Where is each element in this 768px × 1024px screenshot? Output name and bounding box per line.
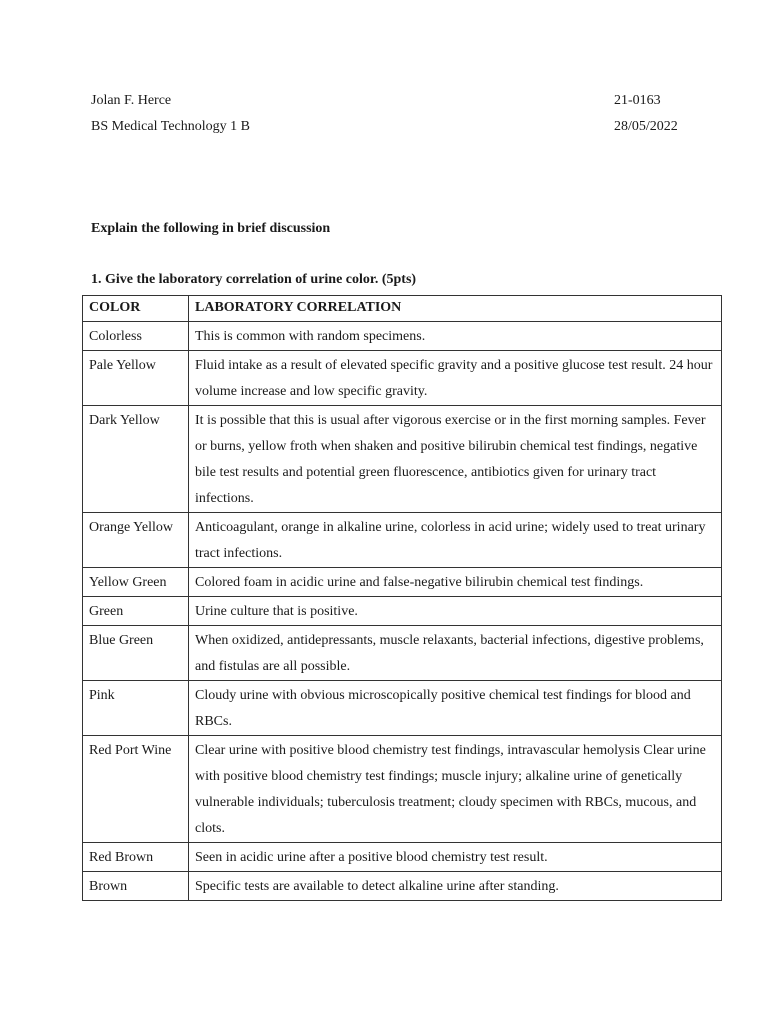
color-text: Pink: [89, 688, 115, 703]
student-program: BS Medical Technology 1 B: [91, 119, 250, 134]
color-text: Blue Green: [89, 633, 154, 648]
table-row: [83, 843, 722, 872]
correlation-cell: [189, 568, 722, 597]
color-text: Orange Yellow: [89, 520, 173, 535]
color-cell: [83, 626, 189, 681]
table-row: [83, 351, 722, 406]
table-header-row: [83, 296, 722, 322]
student-id-number: 21-0163: [614, 93, 661, 108]
color-text: Brown: [89, 879, 128, 894]
correlation-text: Fluid intake as a result of elevated specific gravity and a positive glucose test result. 24 hour volume increase and low specific gravity.: [195, 358, 713, 399]
correlation-cell: [189, 626, 722, 681]
color-text: Colorless: [89, 329, 142, 344]
table-row: [83, 513, 722, 568]
color-text: Dark Yellow: [89, 413, 160, 428]
color-cell: [83, 351, 189, 406]
color-text: Green: [89, 604, 124, 619]
table-row: [83, 597, 722, 626]
color-cell: [83, 322, 189, 351]
table-row: [83, 872, 722, 901]
color-cell: [83, 597, 189, 626]
color-text: Pale Yellow: [89, 358, 156, 373]
document-date: 28/05/2022: [614, 119, 678, 134]
correlation-cell: [189, 597, 722, 626]
color-cell: [83, 872, 189, 901]
table-row: [83, 681, 722, 736]
correlation-cell: [189, 513, 722, 568]
table-row: [83, 322, 722, 351]
correlation-cell: [189, 406, 722, 513]
color-cell: [83, 736, 189, 843]
correlation-text: When oxidized, antidepressants, muscle relaxants, bacterial infections, digestive problems, and fistulas are all possible.: [195, 633, 704, 674]
urine-color-table: [82, 295, 722, 901]
color-cell: [83, 406, 189, 513]
color-cell: [83, 568, 189, 597]
table-row: [83, 736, 722, 843]
student-name: Jolan F. Herce: [91, 93, 172, 108]
correlation-text: Anticoagulant, orange in alkaline urine, colorless in acid urine; widely used to treat urinary tract infections.: [195, 520, 706, 561]
correlation-text: It is possible that this is usual after vigorous exercise or in the first morning samples. Fever or burns, yellow froth when shaken and positive bilirubin chemical test findings, negative bile test results and potential green fluorescence, antibiotics given for urinary tract infections.: [195, 413, 706, 506]
table-row: [83, 568, 722, 597]
correlation-cell: [189, 872, 722, 901]
question-heading: 1. Give the laboratory correlation of urine color. (5pts): [91, 272, 417, 287]
column-header-correlation: LABORATORY CORRELATION: [189, 296, 722, 322]
correlation-text: Seen in acidic urine after a positive blood chemistry test result.: [195, 850, 548, 865]
correlation-cell: [189, 843, 722, 872]
correlation-text: Cloudy urine with obvious microscopically positive chemical test findings for blood and RBCs.: [195, 688, 691, 729]
correlation-text: This is common with random specimens.: [195, 329, 426, 344]
correlation-text: Specific tests are available to detect alkaline urine after standing.: [195, 879, 559, 894]
color-text: Red Port Wine: [89, 743, 172, 758]
correlation-text: Urine culture that is positive.: [195, 604, 358, 619]
correlation-cell: [189, 681, 722, 736]
color-cell: [83, 681, 189, 736]
color-text: Yellow Green: [89, 575, 167, 590]
correlation-cell: [189, 322, 722, 351]
color-text: Red Brown: [89, 850, 154, 865]
correlation-text: Colored foam in acidic urine and false-negative bilirubin chemical test findings.: [195, 575, 644, 590]
table-row: [83, 626, 722, 681]
color-cell: [83, 513, 189, 568]
column-header-color: COLOR: [83, 296, 189, 322]
instruction-heading: Explain the following in brief discussion: [91, 221, 331, 236]
table-row: [83, 406, 722, 513]
correlation-text: Clear urine with positive blood chemistry test findings, intravascular hemolysis Clear urine with positive blood chemistry test findings; muscle injury; alkaline urine of genetically vulnerable individuals; tuberculosis treatment; cloudy specimen with RBCs, mucous, and clots.: [195, 743, 706, 836]
correlation-cell: [189, 736, 722, 843]
correlation-cell: [189, 351, 722, 406]
color-cell: [83, 843, 189, 872]
